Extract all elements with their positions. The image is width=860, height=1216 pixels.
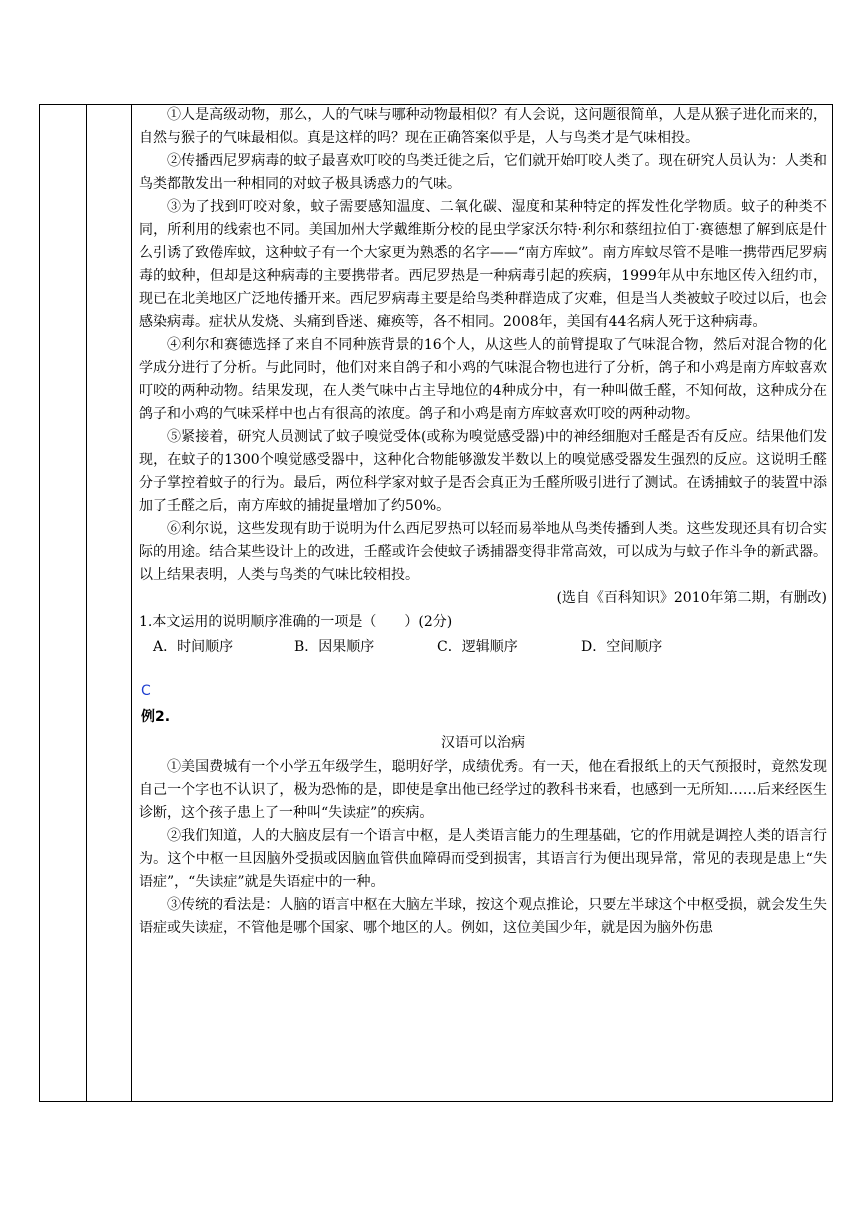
question-1-options: [153, 634, 827, 660]
question-1-answer: C: [141, 683, 151, 699]
option-a: A．时间顺序: [153, 639, 234, 655]
article1-paragraph-6: ⑥利尔说，这些发现有助于说明为什么西尼罗热可以轻而易举地从鸟类传播到人类。这些发现还具有切合实际的用途。结合某些设计上的改进，壬醛或许会使蚊子诱捕器变得非常高效，可以成为与蚊子作斗争的新武器。以上结果表明，人类与鸟类的气味比较相投。: [139, 521, 827, 583]
option-b: B．因果顺序: [294, 639, 375, 655]
example-2-paragraph-3: ③传统的看法是：人脑的语言中枢在大脑左半球，按这个观点推论，只要左半球这个中枢受损，就会发生失语症或失读症，不管他是哪个国家、哪个地区的人。例如，这位美国少年，就是因为脑外伤患: [139, 897, 827, 936]
example-2-title: 汉语可以治病: [441, 735, 525, 751]
question-1-text: 1.本文运用的说明顺序准确的一项是（ ）(2分): [139, 614, 453, 630]
example-2-paragraph-1: ①美国费城有一个小学五年级学生，聪明好学，成绩优秀。有一天，他在看报纸上的天气预报时，竟然发现自己一个字也不认识了，极为恐怖的是，即使是拿出他已经学过的教科书来看，也感到一无所知……后来经医生诊断，这个孩子患上了一种叫“失读症”的疾病。: [139, 759, 827, 821]
option-c: C．逻辑顺序: [437, 639, 518, 655]
article1-paragraph-5: ⑤紧接着，研究人员测试了蚊子嗅觉受体(或称为嗅觉感受器)中的神经细胞对壬醛是否有反应。结果他们发现，在蚊子的1300个嗅觉感受器中，这种化合物能够激发半数以上的嗅觉感受器发生强烈的反应。这说明壬醛分子掌控着蚊子的行为。最后，两位科学家对蚊子是否会真正为壬醛所吸引进行了测试。在诱捕蚊子的装置中添加了壬醛之后，南方库蚊的捕捉量增加了约50%。: [139, 429, 827, 514]
example-2-label: 例2.: [141, 709, 171, 725]
table-right-border: [832, 105, 833, 1101]
table-left-border: [39, 105, 40, 1101]
table-column-divider-2: [131, 105, 132, 1101]
option-d: D．空间顺序: [581, 639, 663, 655]
article1-source: (选自《百科知识》2010年第二期，有删改): [556, 590, 827, 606]
table-column-divider-1: [86, 105, 87, 1101]
article1-paragraph-3: ③为了找到叮咬对象，蚊子需要感知温度、二氧化碳、湿度和某种特定的挥发性化学物质。蚊子的种类不同，所利用的线索也不同。美国加州大学戴维斯分校的昆虫学家沃尔特·利尔和蔡纽拉伯丁·赛德想了解到底是什么引诱了致倦库蚊，这种蚊子有一个大家更为熟悉的名字——“南方库蚊”。南方库蚊尽管不是唯一携带西尼罗病毒的蚊种，但却是这种病毒的主要携带者。西尼罗热是一种病毒引起的疾病，1999年从中东地区传入纽约市，现已在北美地区广泛地传播开来。西尼罗病毒主要是给鸟类种群造成了灾难，但是当人类被蚊子咬过以后，也会感染病毒。症状从发烧、头痛到昏迷、瘫痪等，各不相同。2008年，美国有44名病人死于这种病毒。: [139, 199, 827, 330]
content-cell: [139, 104, 827, 940]
article1-paragraph-4: ④利尔和赛德选择了来自不同种族背景的16个人，从这些人的前臂提取了气味混合物，然后对混合物的化学成分进行了分析。与此同时，他们对来自鸽子和小鸡的气味混合物也进行了分析，鸽子和小鸡是南方库蚊喜欢叮咬的两种动物。结果发现，在人类气味中占主导地位的4种成分中，有一种叫做壬醛，不知何故，这种成分在鸽子和小鸡的气味采样中也占有很高的浓度。鸽子和小鸡是南方库蚊喜欢叮咬的两种动物。: [139, 337, 827, 422]
article1-paragraph-2: ②传播西尼罗病毒的蚊子最喜欢叮咬的鸟类迁徙之后，它们就开始叮咬人类了。现在研究人员认为：人类和鸟类都散发出一种相同的对蚊子极具诱惑力的气味。: [139, 153, 827, 192]
example-2-paragraph-2: ②我们知道，人的大脑皮层有一个语言中枢，是人类语言能力的生理基础，它的作用就是调控人类的语言行为。这个中枢一旦因脑外受损或因脑血管供血障碍而受到损害，其语言行为便出现异常，常见的表现是患上“失语症”，“失读症”就是失语症中的一种。: [139, 828, 827, 890]
article1-paragraph-1: ①人是高级动物，那么，人的气味与哪种动物最相似？有人会说，这问题很简单，人是从猴子进化而来的，自然与猴子的气味最相似。真是这样的吗？现在正确答案似乎是，人与鸟类才是气味相投。: [139, 107, 827, 146]
